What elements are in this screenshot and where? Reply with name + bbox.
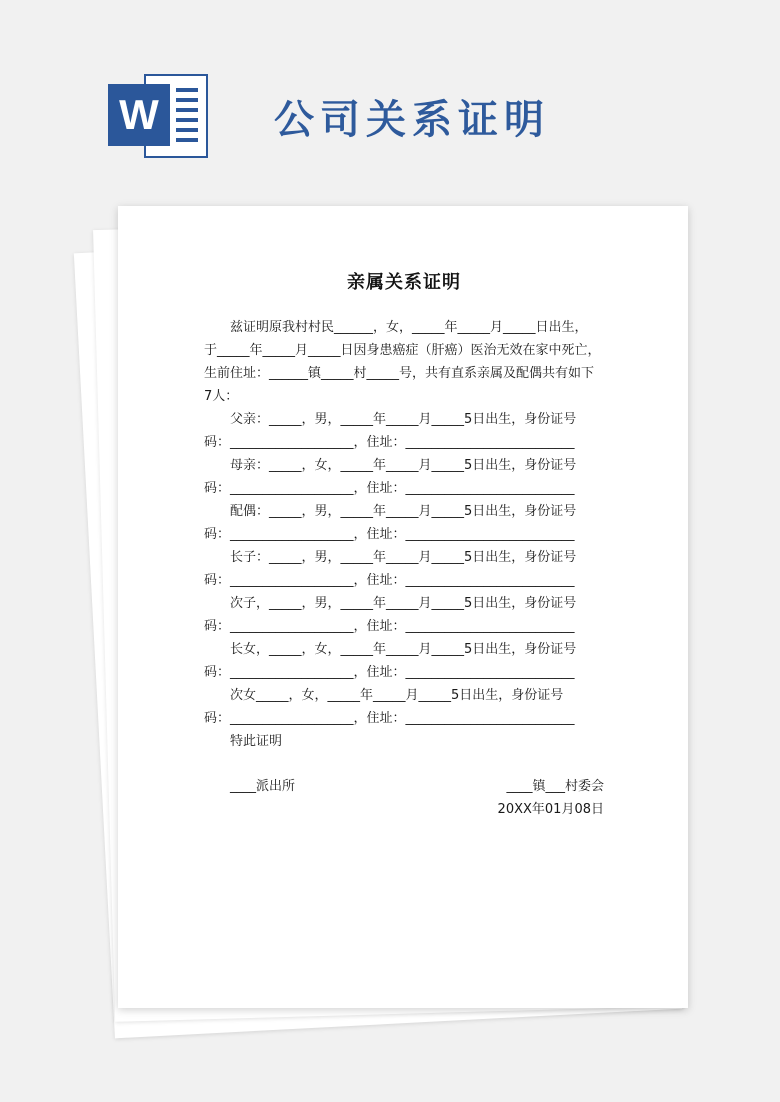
relative-spouse-id-line: 码：___________________，住址：__________________________ [204, 527, 575, 542]
closing-statement: 特此证明 [230, 734, 283, 749]
intro-line: 生前住址：______镇_____村_____号，共有直系亲属及配偶共有如下 [204, 366, 595, 381]
relative-eldest-son-line: 长子：_____，男，_____年_____月_____5日出生，身份证号 [230, 550, 577, 565]
relative-second-daughter-line: 次女_____，女，_____年_____月_____5日出生，身份证号 [230, 688, 564, 703]
relative-mother-line: 母亲：_____，女，_____年_____月_____5日出生，身份证号 [230, 458, 577, 473]
relative-father-line: 父亲：_____，男，_____年_____月_____5日出生，身份证号 [230, 412, 577, 427]
relative-second-son-id-line: 码：___________________，住址：__________________________ [204, 619, 575, 634]
intro-line: 兹证明原我村村民______，女，_____年_____月_____日出生， [230, 320, 588, 335]
word-logo-icon [108, 70, 210, 162]
document-page [118, 206, 688, 1008]
village-committee-signature: ____镇___村委会 [506, 779, 604, 794]
signature-row [204, 775, 604, 798]
document-title: 亲属关系证明 [347, 272, 461, 293]
relative-eldest-daughter-id-line: 码：___________________，住址：__________________________ [204, 665, 575, 680]
word-letter-badge: W [108, 84, 170, 146]
relative-eldest-son-id-line: 码：___________________，住址：__________________________ [204, 573, 575, 588]
intro-line: 于_____年_____月_____日因身患癌症（肝癌）医治无效在家中死亡， [204, 343, 601, 358]
police-station-signature: ____派出所 [230, 779, 296, 794]
banner-title: 公司关系证明 [274, 96, 550, 143]
document-body [204, 268, 604, 821]
issue-date: 20XX年01月08日 [497, 802, 604, 817]
intro-line: 7人： [204, 389, 239, 404]
relative-second-son-line: 次子，_____，男，_____年_____月_____5日出生，身份证号 [230, 596, 577, 611]
banner [108, 66, 550, 166]
relative-second-daughter-id-line: 码：___________________，住址：__________________________ [204, 711, 575, 726]
relative-spouse-line: 配偶：_____，男，_____年_____月_____5日出生，身份证号 [230, 504, 577, 519]
relative-father-id-line: 码：___________________，住址：__________________________ [204, 435, 575, 450]
relative-eldest-daughter-line: 长女，_____，女，_____年_____月_____5日出生，身份证号 [230, 642, 577, 657]
relative-mother-id-line: 码：___________________，住址：__________________________ [204, 481, 575, 496]
